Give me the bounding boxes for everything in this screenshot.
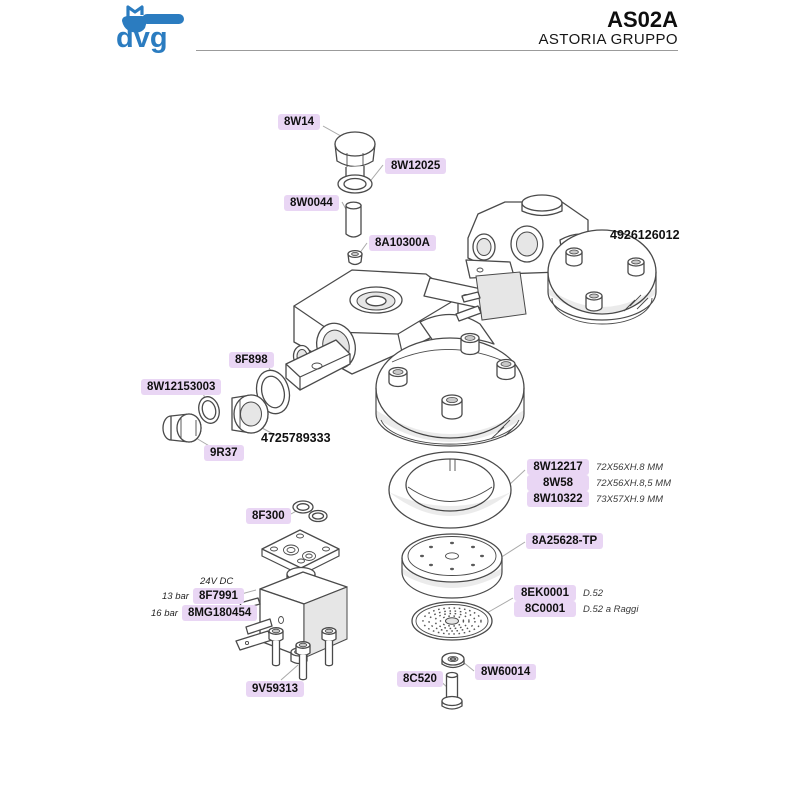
part-label-4926126012: 4926126012: [610, 228, 680, 242]
part-label-9v59313[interactable]: 9V59313: [246, 679, 304, 697]
part-label-row-8ek0001: [514, 585, 603, 601]
part-label-8w12025[interactable]: 8W12025: [385, 156, 446, 174]
part-label-8a25628tp[interactable]: 8A25628-TP: [526, 531, 603, 549]
dome-boss: [497, 360, 515, 380]
part-label-8f898[interactable]: 8F898: [229, 350, 274, 368]
pressure-note: 16 bar: [151, 607, 178, 619]
part-label-9r37[interactable]: 9R37: [204, 443, 244, 461]
part-group-gasket: [389, 452, 511, 528]
part-hex-plug-large: [232, 395, 268, 433]
dimension-note: 72X56XH.8,5 MM: [596, 477, 671, 489]
part-oring-top: [338, 175, 372, 193]
dome-boss: [461, 334, 479, 355]
part-complete-group: [456, 195, 656, 324]
part-valve-orings: [293, 501, 327, 522]
part-label-8w12217[interactable]: 8W12217: [527, 459, 589, 475]
dome-boss: [586, 292, 602, 311]
part-label-row-8w58: [527, 475, 671, 491]
part-small-plug: [348, 251, 362, 265]
voltage-note: 24V DC: [200, 576, 234, 587]
dome-boss: [442, 395, 462, 419]
part-bolt: [442, 673, 462, 710]
dome-boss: [389, 368, 407, 387]
part-label-8w10322[interactable]: 8W10322: [527, 491, 589, 507]
page-title-model: AS02A: [607, 7, 678, 32]
part-label-row-8w12217: [527, 459, 663, 475]
part-label-8c0001[interactable]: 8C0001: [514, 601, 576, 617]
dome-boss: [566, 248, 582, 266]
part-label-8f300[interactable]: 8F300: [246, 506, 291, 524]
part-shower-holder: [402, 534, 502, 598]
part-label-8w12153003[interactable]: 8W12153003: [141, 377, 221, 395]
part-label-8w14[interactable]: 8W14: [278, 112, 320, 130]
part-label-8a10300a[interactable]: 8A10300A: [369, 233, 436, 251]
logo-text: dvg: [116, 22, 168, 54]
dome-boss: [628, 258, 644, 276]
part-nut: [442, 653, 464, 668]
part-label-8ek0001[interactable]: 8EK0001: [514, 585, 576, 601]
dimension-note: D.52: [583, 587, 604, 599]
dimension-note: 72X56XH.8 MM: [596, 461, 664, 473]
part-hex-cap: [335, 132, 375, 181]
part-label-row-8mg180454: [151, 605, 257, 621]
part-label-row-8w10322: [527, 491, 663, 507]
part-hex-plug-small: [163, 414, 201, 442]
part-label-8f7991[interactable]: 8F7991: [193, 588, 244, 604]
pressure-note: 13 bar: [162, 590, 189, 602]
part-shower-screen: [412, 602, 492, 640]
part-label-4725789333: 4725789333: [261, 431, 331, 445]
part-label-8w0044[interactable]: 8W0044: [284, 193, 339, 211]
part-pin: [346, 202, 361, 237]
page-subtitle-series: ASTORIA GRUPPO: [538, 31, 678, 48]
part-label-row-8f7991: [162, 588, 244, 604]
part-label-8w60014[interactable]: 8W60014: [475, 662, 536, 680]
part-label-8w58[interactable]: 8W58: [527, 475, 589, 491]
dimension-note: D.52 a Raggi: [583, 603, 639, 615]
dimension-note: 73X57XH.9 MM: [596, 493, 664, 505]
part-label-8mg180454[interactable]: 8MG180454: [182, 605, 257, 621]
part-label-8c520[interactable]: 8C520: [397, 669, 443, 687]
part-label-row-8c0001: [514, 601, 638, 617]
